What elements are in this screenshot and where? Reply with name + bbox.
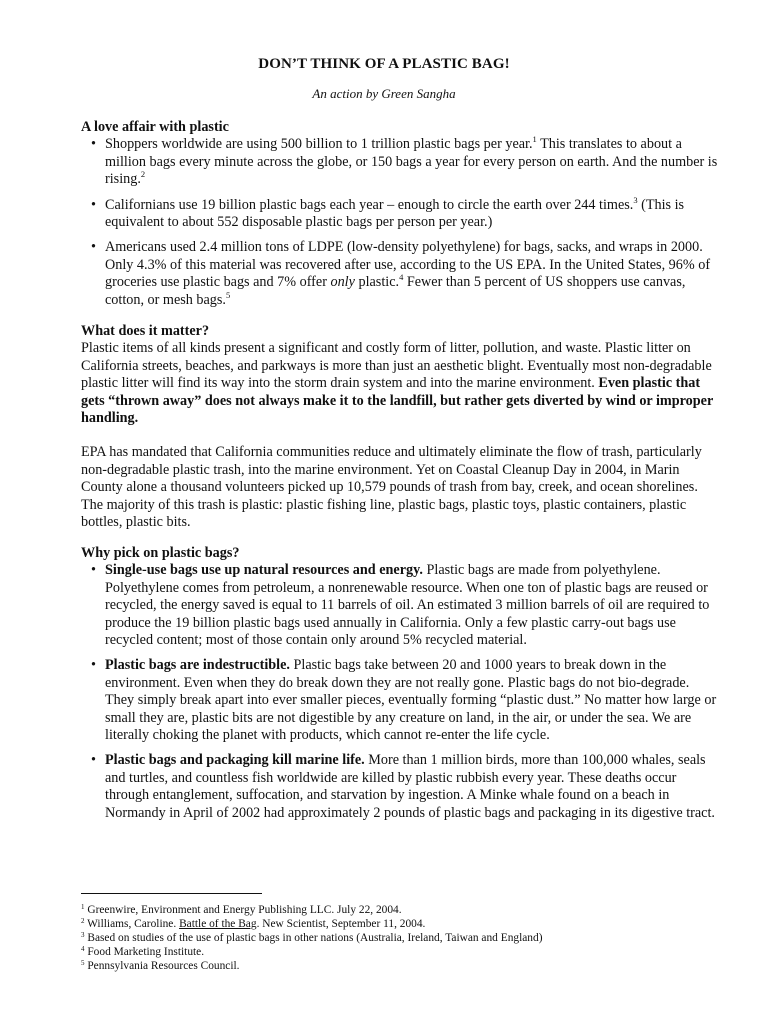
item-text: Fewer than 5 percent of US shoppers use canvas, cotton, or mesh bags. [105,274,686,308]
footnote-number: 3 [81,931,85,939]
item-text: Plastic bags take between 20 and 1000 years to break down in the environment. Even when they do break down they are not really gone. Plastic bags do not bio-degrade. They simply break apart into ever smaller pieces, eventually forming “plastic dust.” No matter how large or small they are, plastic bits are not digestible by any creature on land, in the air, or under the sea. We are literally choking the planet with products, which cannot re-enter the life cycle. [105,657,717,744]
bullet-icon: • [91,239,96,256]
bullet-list [81,136,721,309]
item-lead: Single-use bags use up natural resources and energy. [105,562,423,579]
footnote-title: Battle of the Bag [179,918,257,930]
item-lead: Plastic bags and packaging kill marine life. [105,752,365,769]
document-subtitle: An action by Green Sangha [312,86,456,101]
section-what-matter [81,323,721,531]
footnote-text: Pennsylvania Resources Council. [84,960,240,972]
item-text: More than 1 million birds, more than 100,000 whales, seals and turtles, and countless fish worldwide are killed by plastic rubbish every year. These deaths occur through entanglement, suffocation, and starvation by ingestion. A Minke whale found on a beach in Normandy in April of 2002 had approximately 2 pounds of plastic bags and packaging in its digestive tract. [105,752,715,821]
item-text: Americans used 2.4 million tons of LDPE (low-density polyethylene) for bags, sacks, and wraps in 2000. Only 4.3% of this material was recovered after use, according to the US EPA. In the United States, 96% of groceries use plastic bags and 7% offer [105,239,711,291]
footnote-text: Greenwire, Environment and Energy Publishing LLC. July 22, 2004. [84,904,402,916]
section-heading: A love affair with plastic [81,119,229,135]
footnote-number: 2 [81,917,85,925]
footnote-text: Food Marketing Institute. [84,946,205,958]
footnote [81,917,721,931]
item-text: Plastic bags are made from polyethylene. Polyethylene comes from petroleum, a nonrenewable resource. When one ton of plastic bags are reused or recycled, the energy saved is equal to 11 barrels of oil. An estimated 3 million barrels of oil are required to produce the 19 billion plastic bags used annually in California. Only a few plastic carry-out bags use recycled content; most of those contain only around 5% recycled material. [105,562,710,649]
item-text: This translates to about a million bags every minute across the globe, or 150 bags a year for every person on earth. And the number is rising. [105,136,718,188]
footnote [81,959,721,973]
item-text: Californians use 19 billion plastic bags each year – enough to circle the earth over 244 times. [105,196,634,213]
footnote-number: 5 [81,959,85,967]
footnotes [81,903,721,973]
footnote-ref: 3 [633,194,638,205]
bullet-list [81,562,721,822]
footnote-ref: 1 [532,134,537,145]
footnote-divider [81,893,262,894]
list-item [81,562,721,649]
list-item [81,194,721,232]
section-heading: What does it matter? [81,323,210,339]
footnote-text: . New Scientist, September 11, 2004. [256,918,426,930]
footnote [81,931,721,945]
footnote-text: Williams, Caroline. [84,918,180,930]
bullet-icon: • [91,196,96,213]
paragraph: EPA has mandated that California communities reduce and ultimately eliminate the flow of trash, particularly non-degradable plastic trash, into the marine environment. Yet on Coastal Cleanup Day in 2004, in Marin County alone a thousand volunteers picked up 10,579 pounds of trash from bay, creek, and ocean shorelines. The majority of this trash is plastic: plastic fishing line, plastic bags, plastic toys, plastic containers, plastic bottles, plastic bits. [81,444,702,531]
bullet-icon: • [91,752,96,769]
list-item [81,239,721,309]
footnote-number: 4 [81,945,85,953]
footnote-ref: 2 [140,169,146,180]
paragraph [81,340,721,427]
list-item [81,657,721,744]
item-emphasis: only [330,274,355,291]
item-text: plastic. [354,274,400,291]
footnote-ref: 4 [399,272,404,283]
footnote-text: Based on studies of the use of plastic bags in other nations (Australia, Ireland, Taiwan and England) [84,932,543,944]
bullet-icon: • [91,562,96,579]
footnote [81,945,721,959]
footnote-number: 1 [81,903,85,911]
item-text: (This is equivalent to about 552 disposable plastic bags per person per year.) [105,196,685,231]
list-item [81,752,721,822]
footnote [81,903,721,917]
paragraph-bold-text: Even plastic that gets “thrown away” does not always make it to the landfill, but rather gets diverted by wind or improper handling. [81,375,714,427]
bullet-icon: • [91,657,96,674]
item-text: Shoppers worldwide are using 500 billion to 1 trillion plastic bags per year. [105,136,533,153]
paragraph-text: Plastic items of all kinds present a significant and costly form of litter, pollution, and waste. Plastic litter on California streets, beaches, and parkways is more than just an aesthetic blight. Eventually most non-degradable plastic litter will find its way into the storm drain system and into the marine environment. [81,340,712,392]
section-heading: Why pick on plastic bags? [81,545,240,561]
section-love-affair [81,119,721,309]
list-item [81,136,721,188]
section-why-pick [81,545,721,822]
item-lead: Plastic bags are indestructible. [105,657,290,674]
bullet-icon: • [91,136,96,153]
document-title: DON’T THINK OF A PLASTIC BAG! [258,56,510,72]
footnote-ref: 5 [225,289,231,300]
